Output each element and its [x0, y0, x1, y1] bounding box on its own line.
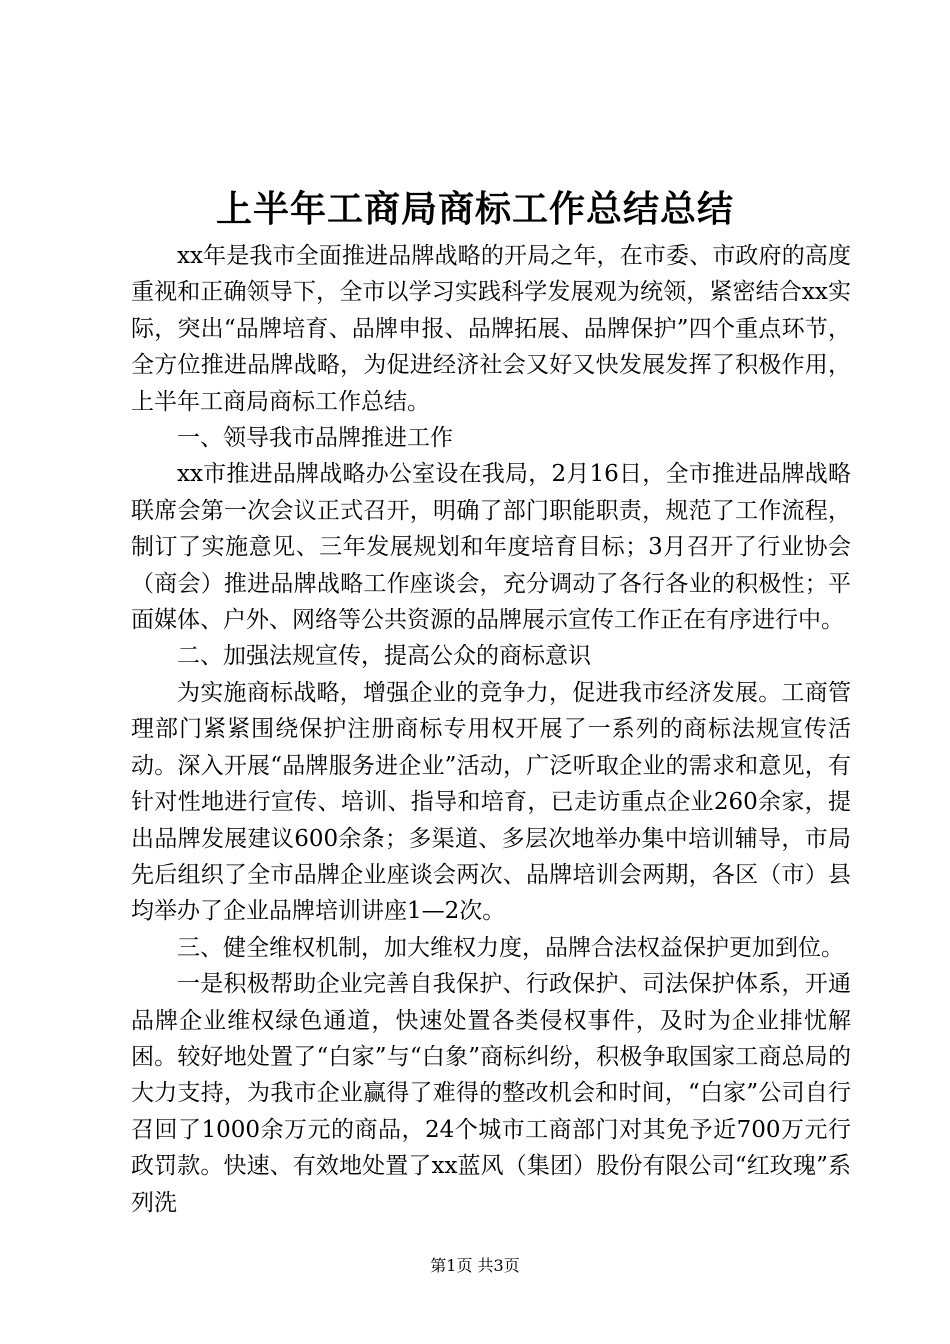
section-heading-1: 一、领导我市品牌推进工作 — [177, 425, 453, 452]
section-heading-2: 二、加强法规宣传，提高公众的商标意识 — [177, 643, 591, 670]
document-title: 上半年工商局商标工作总结总结 — [215, 188, 734, 230]
paragraph-section-2: 为实施商标战略，增强企业的竞争力，促进我市经济发展。工商管理部门紧紧围绕保护注册商标专用权开展了一系列的商标法规宣传活动。深入开展“品牌服务进企业”活动，广泛听取企业的需求和意见，有针对性地进行宣传、培训、指导和培育，已走访重点企业260余家，提出品牌发展建议600余条；多渠道、多层次地举办集中培训辅导，市局先后组织了全市品牌企业座谈会两次、品牌培训会两期，各区（市）县均举办了企业品牌培训讲座1—2次。 — [131, 679, 851, 925]
document-body — [131, 238, 851, 1221]
section-heading-3: 三、健全维权机制，加大维权力度，品牌合法权益保护更加到位。 — [177, 934, 844, 961]
paragraph-intro: xx年是我市全面推进品牌战略的开局之年，在市委、市政府的高度重视和正确领导下，全市以学习实践科学发展观为统领，紧密结合xx实际，突出“品牌培育、品牌申报、品牌拓展、品牌保护”四个重点环节，全方位推进品牌战略，为促进经济社会又好又快发展发挥了积极作用，上半年工商局商标工作总结。 — [131, 243, 851, 415]
page-number-footer: 第1页 共3页 — [430, 1256, 520, 1275]
paragraph-section-1: xx市推进品牌战略办公室设在我局，2月16日，全市推进品牌战略联席会第一次会议正式召开，明确了部门职能职责，规范了工作流程，制订了实施意见、三年发展规划和年度培育目标；3月召开了行业协会（商会）推进品牌战略工作座谈会，充分调动了各行各业的积极性；平面媒体、户外、网络等公共资源的品牌展示宣传工作正在有序进行中。 — [131, 461, 851, 634]
paragraph-section-3: 一是积极帮助企业完善自我保护、行政保护、司法保护体系，开通品牌企业维权绿色通道，快速处置各类侵权事件，及时为企业排忧解困。较好地处置了“白家”与“白象”商标纠纷，积极争取国家工商总局的大力支持，为我市企业赢得了难得的整改机会和时间，“白家”公司自行召回了1000余万元的商品，24个城市工商部门对其免予近700万元行政罚款。快速、有效地处置了xx蓝风（集团）股份有限公司“红玫瑰”系列洗 — [131, 971, 851, 1216]
